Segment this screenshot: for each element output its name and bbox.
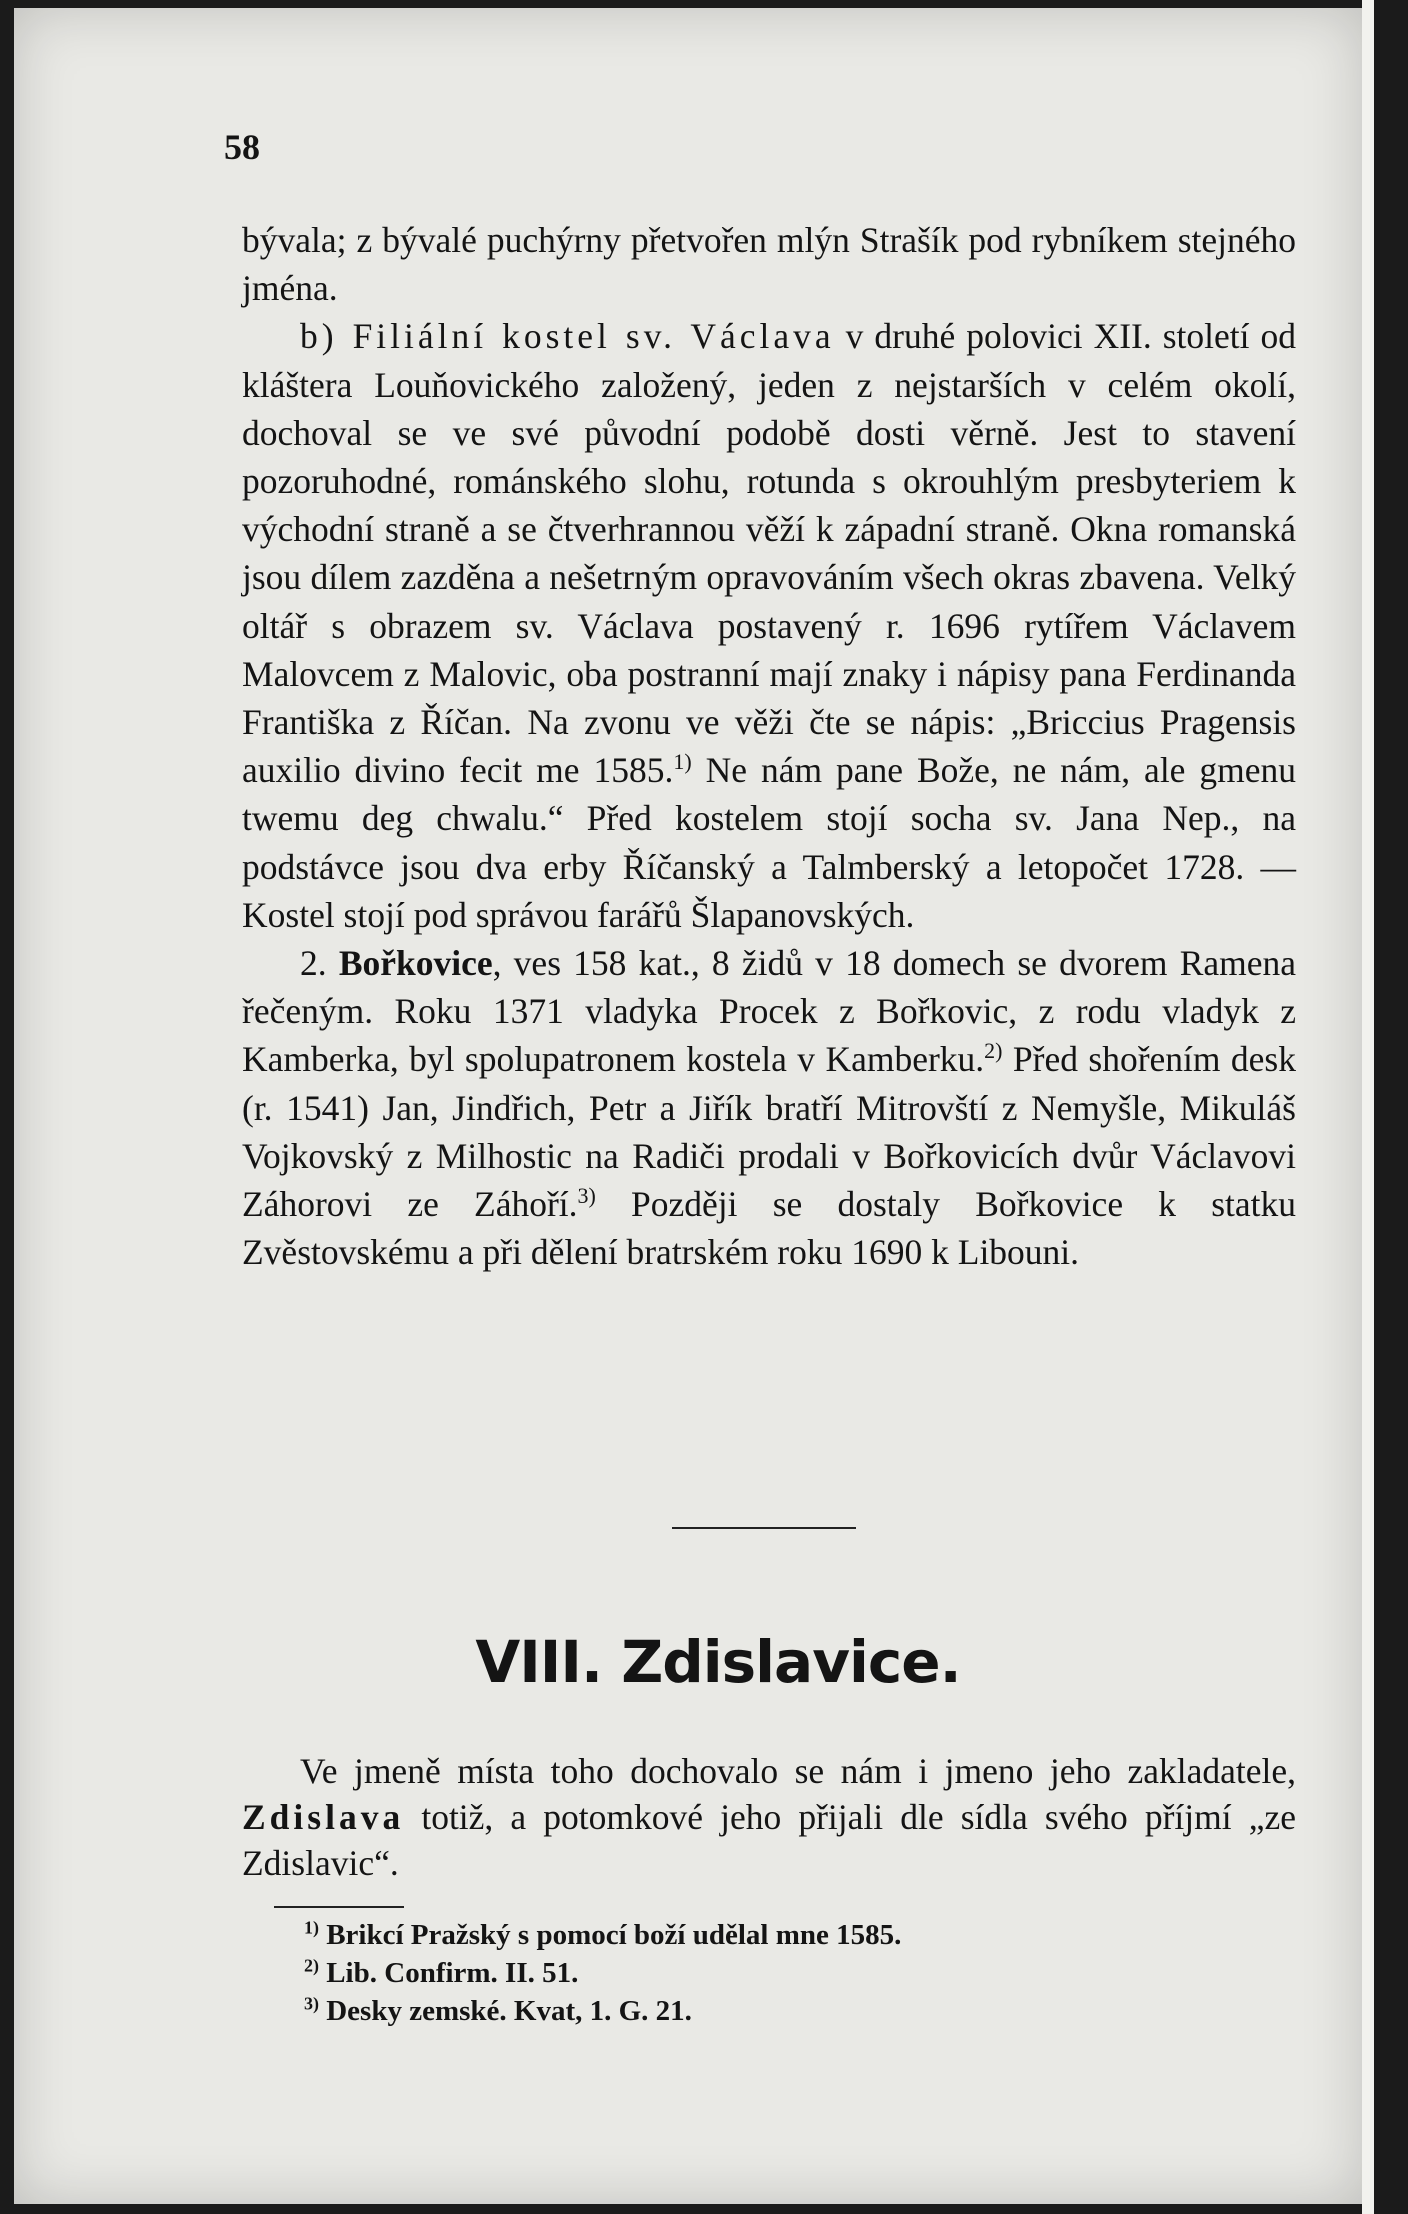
paragraph-4	[242, 1748, 1296, 1886]
footnote-ref-1: 1)	[673, 749, 692, 775]
paragraph-text: Později se dostaly Bořkovice k statku Zvěstovskému a při dělení bratrském roku 1690 k Libouni.	[242, 1184, 1296, 1273]
page-edge	[1362, 0, 1374, 2214]
paragraph-text: 2.	[300, 943, 339, 984]
founder-name: Zdislava	[242, 1797, 405, 1837]
paragraph-1	[242, 216, 1296, 312]
footnote-mark: 3)	[304, 1993, 319, 2014]
paragraph-text: Před shořením desk (r. 1541) Jan, Jindřich, Petr a Jiřík bratří Mitrovští z Nemyšle, Mikuláš Vojkovský z Milhostic na Radiči prodali v Bořkovicích dvůr Václavovi Záhorovi ze Záhoří.	[242, 1039, 1296, 1225]
paragraph-text: , ves 158 kat., 8 židů v 18 domech se dvorem Ramena řečeným. Roku 1371 vladyka Procek z Bořkovic, z rodu vladyk z Kamberka, byl spolupatronem kostela v Kamberku.	[242, 943, 1297, 1080]
paragraph-text: bývala; z bývalé puchýrny přetvořen mlýn Strašík pod rybníkem stejného jména.	[242, 220, 1296, 309]
paragraph-text: totiž, a potomkové jeho přijali dle sídla svého příjmí „ze Zdislavic“.	[242, 1797, 1296, 1883]
footnotes	[304, 1916, 1304, 2030]
footnote-mark: 2)	[304, 1955, 319, 1976]
book-page	[14, 8, 1362, 2204]
page-number: 58	[224, 127, 260, 167]
footnote-rule	[274, 1906, 404, 1908]
footnote-mark: 1)	[304, 1917, 319, 1938]
paragraph-text: Ve jmeně místa toho dochovalo se nám i jmeno jeho zakladatele,	[300, 1751, 1296, 1791]
chapter-heading: VIII. Zdislavice.	[475, 1628, 961, 1696]
place-name-borkovice: Bořkovice	[338, 943, 493, 984]
footnote-2	[304, 1954, 1304, 1992]
footnote-text: Lib. Confirm. II. 51.	[326, 1957, 579, 1989]
footnote-1	[304, 1916, 1304, 1954]
paragraph-3	[242, 939, 1296, 1276]
footnote-ref-2: 2)	[984, 1038, 1003, 1064]
footnote-3	[304, 1992, 1304, 2030]
main-text	[242, 216, 1296, 1276]
footnote-ref-3: 3)	[577, 1183, 596, 1209]
chapter-text	[242, 1748, 1296, 1886]
footnote-text: Brikcí Pražský s pomocí boží udělal mne 1585.	[326, 1919, 902, 1951]
footnote-text: Desky zemské. Kvat, 1. G. 21.	[326, 1995, 692, 2027]
section-divider	[672, 1527, 856, 1529]
paragraph-text: v druhé polovici XII. století od kláštera Louňovického založený, jeden z nejstarších v celém okolí, dochoval se ve své původní podobě dosti věrně. Jest to stavení pozoruhodné, románského slohu, rotunda s okrouhlým presbyteriem k východní straně a se čtverhrannou věží k západní straně. Okna romanská jsou dílem zazděna a nešetrným opravováním všech okras zbavena. Velký oltář s obrazem sv. Václava postavený r. 1696 rytířem Václavem Malovcem z Malovic, oba postranní mají znaky i nápisy pana Ferdinanda Františka z Říčan. Na zvonu ve věži čte se nápis: „Briccius Pragensis auxilio divino fecit me 1585.	[242, 316, 1296, 791]
section-b-title: b) Filiální kostel sv. Václava	[300, 316, 835, 357]
paragraph-2	[242, 312, 1296, 939]
paragraph-text: Ne nám pane Bože, ne nám, ale gmenu twemu deg chwalu.“ Před kostelem stojí socha sv. Jana Nep., na podstávce jsou dva erby Říčanský a Talmberský a letopočet 1728. — Kostel stojí pod správou farářů Šlapanovských.	[242, 750, 1296, 935]
